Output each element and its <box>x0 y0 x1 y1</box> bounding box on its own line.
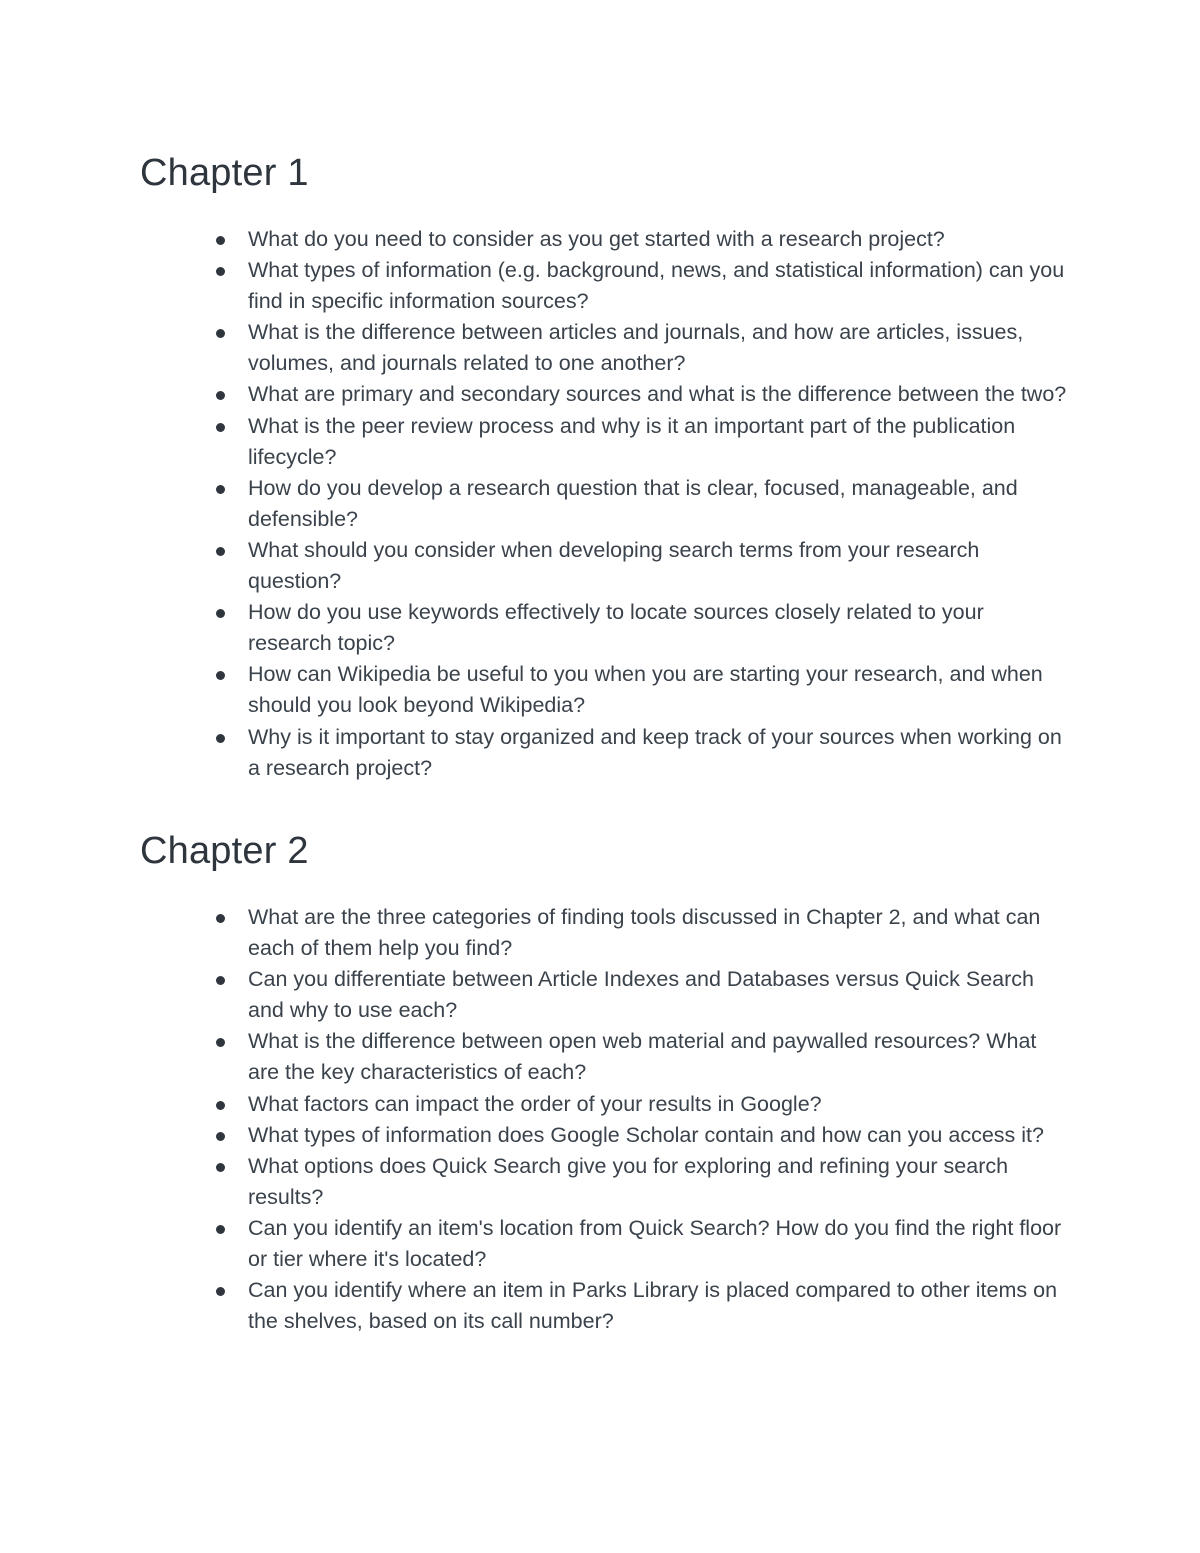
question-item <box>140 1120 1068 1151</box>
bullet-icon <box>216 1038 225 1047</box>
question-text: How do you develop a research question that is clear, focused, manageable, and defensible? <box>248 475 1018 531</box>
question-text: What factors can impact the order of your results in Google? <box>248 1091 822 1116</box>
question-text: What types of information does Google Scholar contain and how can you access it? <box>248 1122 1044 1147</box>
question-text: Can you identify where an item in Parks Library is placed compared to other items on the shelves, based on its call number? <box>248 1278 1058 1334</box>
chapter-1-section <box>140 150 1080 780</box>
question-text: Can you identify an item's location from Quick Search? How do you find the right floor or tier where it's located? <box>248 1215 1062 1272</box>
chapter-2-heading: Chapter 2 <box>140 830 309 872</box>
question-text: Can you differentiate between Article Indexes and Databases versus Quick Search and why to use each? <box>248 967 1034 1023</box>
bullet-icon <box>216 267 225 276</box>
question-item <box>140 255 1068 317</box>
bullet-icon <box>216 485 225 494</box>
question-item <box>140 379 1068 410</box>
question-item <box>140 411 1068 473</box>
bullet-icon <box>216 1132 225 1141</box>
question-item <box>140 1026 1068 1088</box>
question-text: How do you use keywords effectively to locate sources closely related to your research topic? <box>248 600 984 656</box>
question-item <box>140 535 1068 597</box>
question-text: What should you consider when developing search terms from your research question? <box>248 537 980 594</box>
question-item <box>140 224 1068 255</box>
bullet-icon <box>216 976 225 985</box>
question-item <box>140 473 1068 535</box>
chapter-1-heading: Chapter 1 <box>140 152 309 194</box>
bullet-icon <box>216 1163 225 1172</box>
bullet-icon <box>216 1101 225 1110</box>
chapter-2-question-list <box>140 902 1080 1337</box>
question-item <box>140 1089 1068 1120</box>
question-text: What is the difference between open web material and paywalled resources? What are the key characteristics of each? <box>248 1029 1037 1085</box>
question-text: What options does Quick Search give you for exploring and refining your search results? <box>248 1153 1009 1209</box>
chapter-2-section <box>140 828 1080 1334</box>
question-text: Why is it important to stay organized and keep track of your sources when working on a research project? <box>248 724 1062 780</box>
question-text: What is the difference between articles and journals, and how are articles, issues, volumes, and journals related to one another? <box>248 320 1024 376</box>
bullet-icon <box>216 914 225 923</box>
bullet-icon <box>216 329 225 338</box>
question-item <box>140 1151 1068 1213</box>
bullet-icon <box>216 1225 225 1234</box>
question-item <box>140 317 1068 379</box>
bullet-icon <box>216 671 225 680</box>
bullet-icon <box>216 609 225 618</box>
question-item <box>140 659 1068 721</box>
question-item <box>140 1213 1068 1275</box>
chapter-1-question-list <box>140 224 1080 784</box>
question-text: What types of information (e.g. background, news, and statistical information) can you find in specific information sources? <box>248 258 1065 314</box>
question-item <box>140 597 1068 659</box>
bullet-icon <box>216 1287 225 1296</box>
bullet-icon <box>216 236 225 245</box>
bullet-icon <box>216 734 225 743</box>
question-item <box>140 722 1068 784</box>
question-text: What are primary and secondary sources and what is the difference between the two? <box>248 382 1067 407</box>
question-text: What is the peer review process and why is it an important part of the publication lifecycle? <box>248 413 1016 469</box>
bullet-icon <box>216 547 225 556</box>
question-text: How can Wikipedia be useful to you when you are starting your research, and when should you look beyond Wikipedia? <box>248 662 1043 718</box>
question-item <box>140 964 1068 1026</box>
bullet-icon <box>216 391 225 400</box>
question-item <box>140 902 1068 964</box>
question-text: What are the three categories of finding tools discussed in Chapter 2, and what can each of them help you find? <box>248 905 1041 961</box>
question-item <box>140 1275 1068 1337</box>
bullet-icon <box>216 423 225 432</box>
question-text: What do you need to consider as you get started with a research project? <box>248 227 945 251</box>
